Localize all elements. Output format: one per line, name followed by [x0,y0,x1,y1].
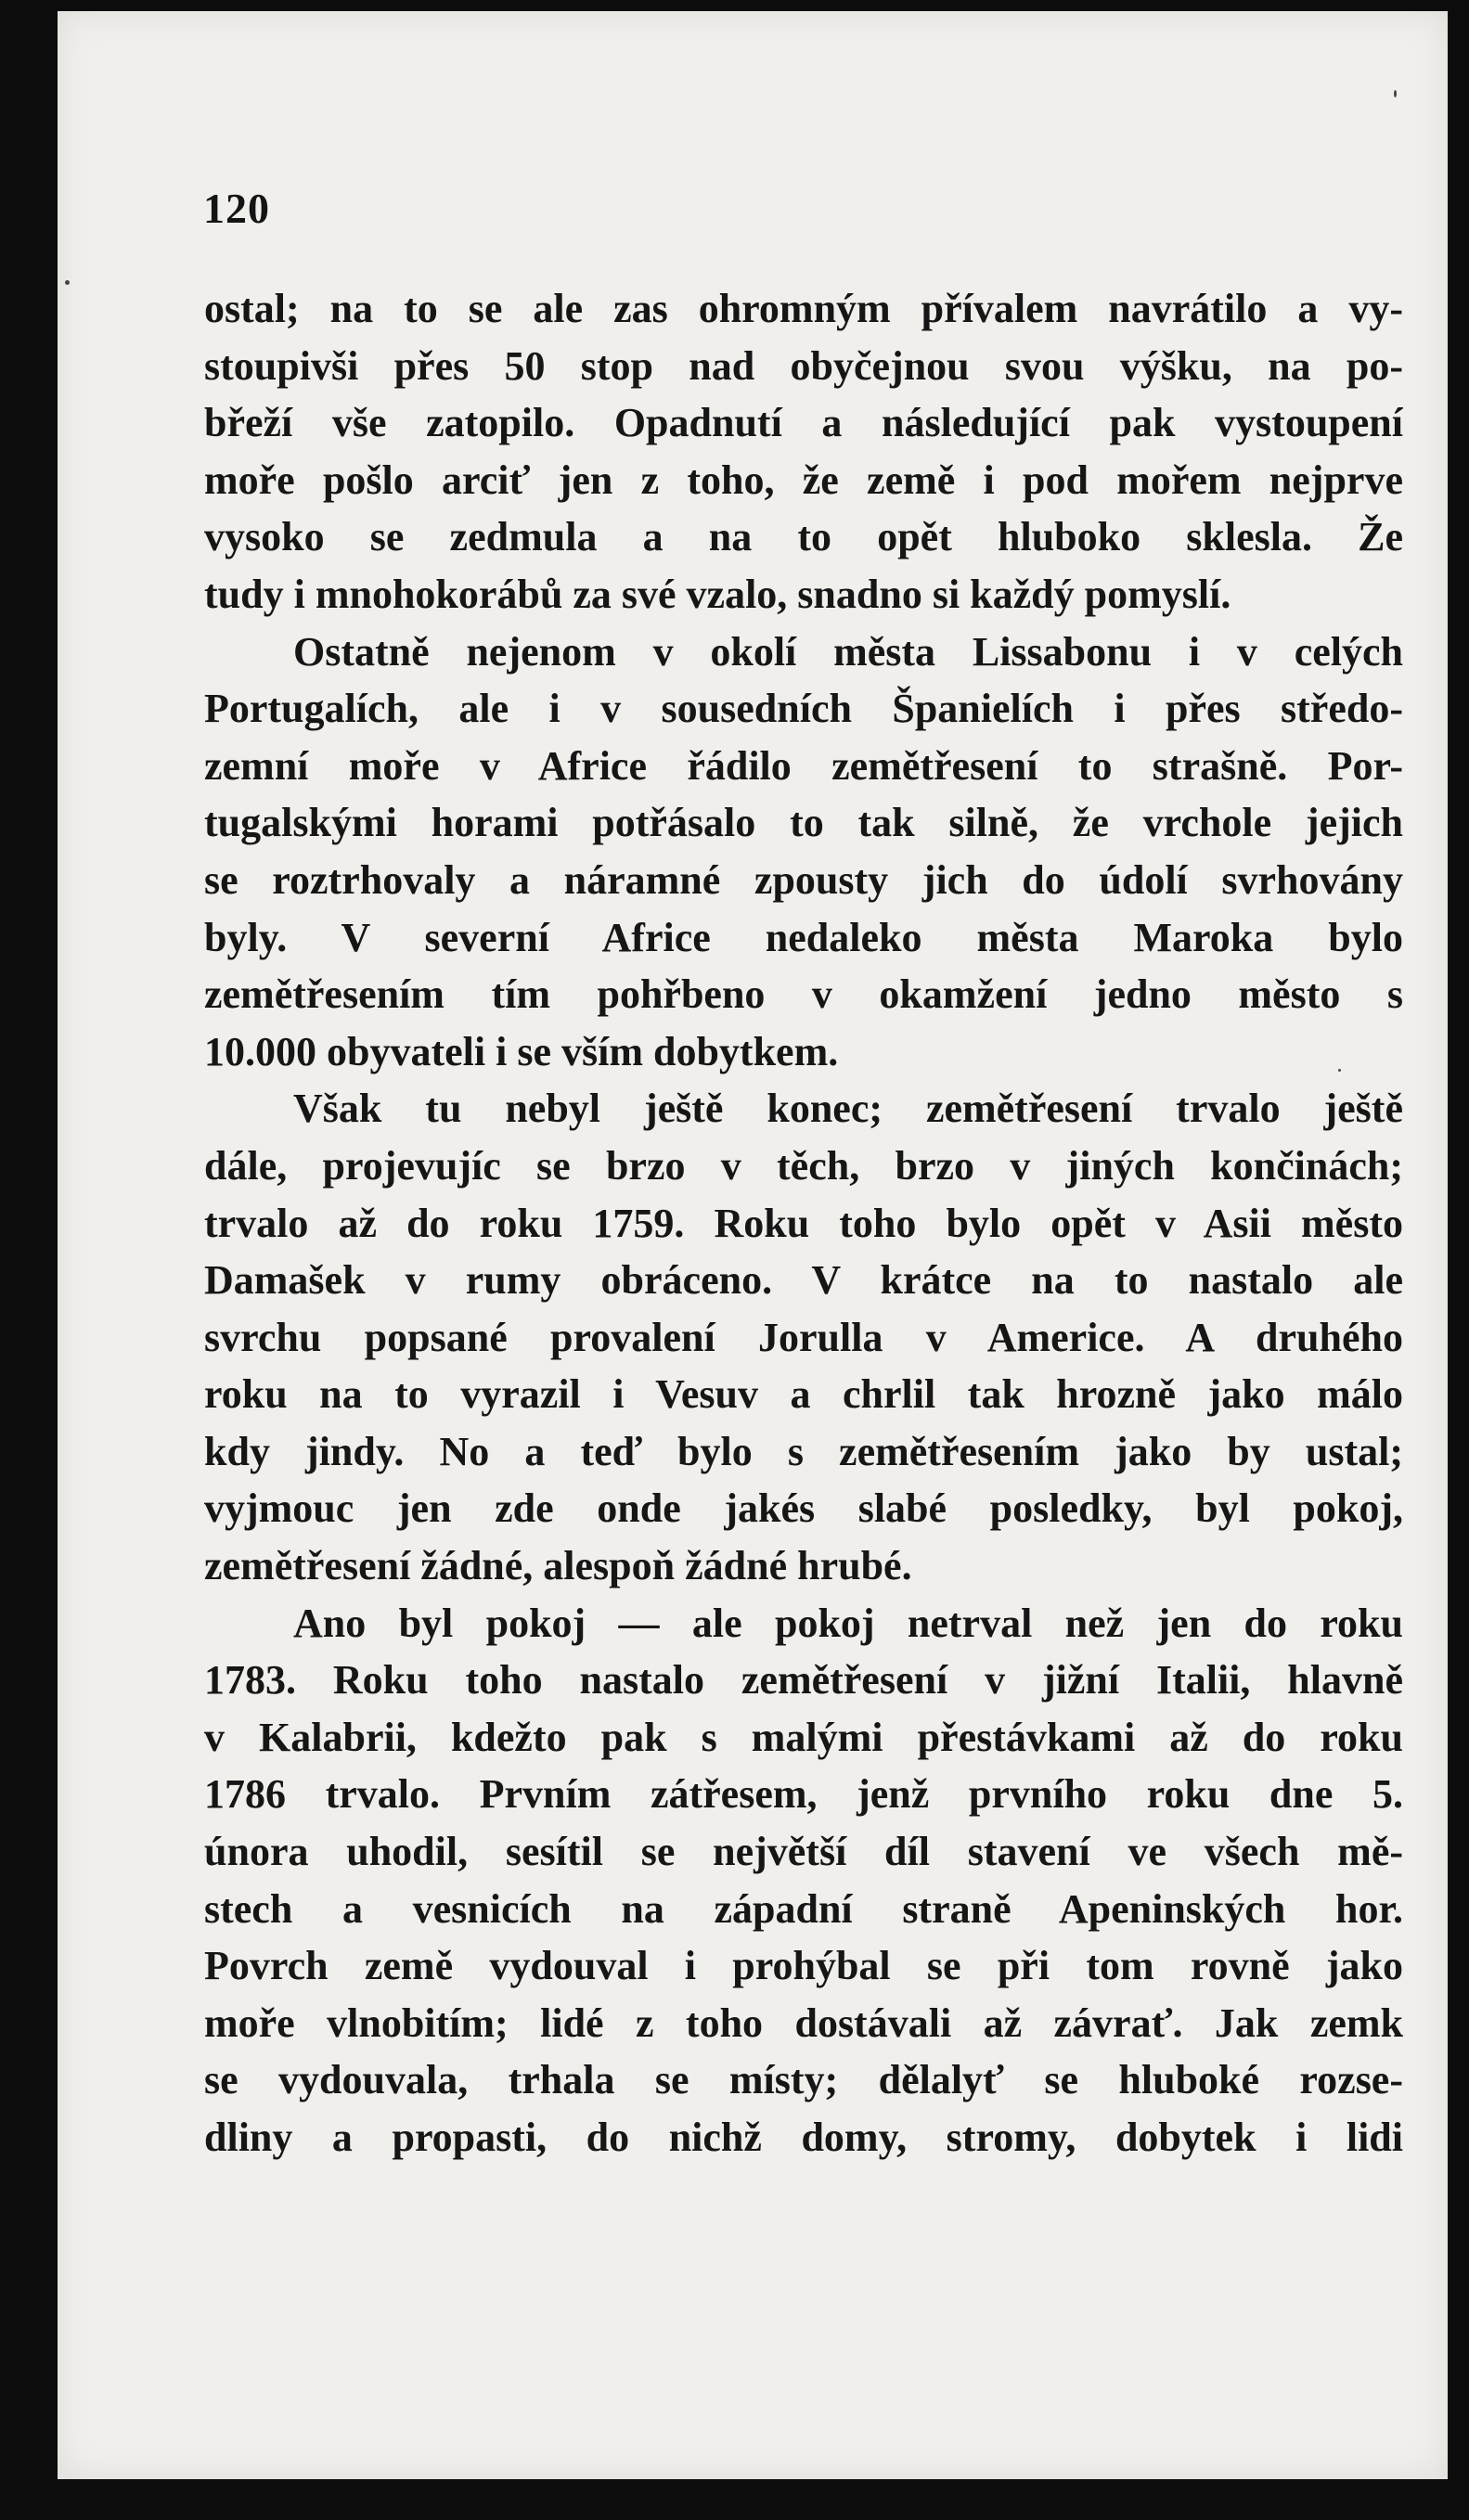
text-line: Ano byl pokoj — ale pokoj netrval než jen do roku [293,1600,1403,1646]
text-line: Ostatně nejenom v okolí města Lissabonu i v celých [293,628,1403,675]
paper-speck [1394,90,1397,97]
text-line: Však tu nebyl ještě konec; zemětřesení trvalo ještě [293,1086,1403,1132]
text-line: vysoko se zedmula a na to opět hluboko sklesla. Že [204,514,1403,560]
page-number: 120 [203,185,270,232]
text-line: 10.000 obyvateli i se vším dobytkem. [204,1028,839,1074]
text-line: moře vlnobitím; lidé z toho dostávali až závrať. Jak zemk [204,1999,1403,2046]
text-line: 1783. Roku toho nastalo zemětřesení v jižní Italii, hlavně [204,1657,1403,1704]
text-line: se vydouvala, trhala se místy; dělalyť se hluboké rozse- [204,2057,1403,2103]
text-line: 1786 trvalo. Prvním zátřesem, jenž prvního roku dne 5. [204,1771,1403,1818]
text-line: stoupivši přes 50 stop nad obyčejnou svou výšku, na po- [204,342,1403,389]
text-line: roku na to vyrazil i Vesuv a chrlil tak hrozně jako málo [204,1371,1403,1418]
book-page [58,11,1448,2479]
text-line: vyjmouc jen zde onde jakés slabé posledky, byl pokoj, [204,1485,1403,1532]
paper-speck [65,280,70,285]
text-line: zemní moře v Africe řádilo zemětřesení to strašně. Por- [204,742,1403,789]
text-line: Damašek v rumy obráceno. V krátce na to nastalo ale [204,1257,1403,1304]
text-line: moře pošlo arciť jen z toho, že země i pod mořem nejprve [204,456,1403,503]
text-line: tugalskými horami potřásalo to tak silně, že vrchole jejich [204,800,1403,846]
text-line: dále, projevujíc se brzo v těch, brzo v jiných končinách; [204,1142,1403,1189]
text-line: svrchu popsané provalení Jorulla v Americe. A druhého [204,1314,1403,1360]
text-line: tudy i mnohokorábů za své vzalo, snadno si každý pomyslí. [204,571,1231,617]
text-line: v Kalabrii, kdežto pak s malými přestávkami až do roku [204,1714,1403,1760]
text-line: břeží vše zatopilo. Opadnutí a následující pak vystoupení [204,400,1403,446]
text-line: zemětřesením tím pohřbeno v okamžení jedno město s [204,971,1403,1018]
text-line: byly. V severní Africe nedaleko města Maroka bylo [204,914,1403,960]
text-line: stech a vesnicích na západní straně Apeninských hor. [204,1885,1403,1932]
text-line: zemětřesení žádné, alespoň žádné hrubé. [204,1543,912,1589]
body-text [204,280,1403,2166]
text-line: se roztrhovaly a náramné zpousty jich do údolí svrhovány [204,856,1403,903]
text-line: Portugalích, ale i v sousedních Španielích i přes středo- [204,686,1403,732]
text-line: kdy jindy. No a teď bylo s zemětřesením jako by ustal; [204,1428,1403,1474]
text-line: trvalo až do roku 1759. Roku toho bylo opět v Asii město [204,1200,1403,1246]
text-line: dliny a propasti, do nichž domy, stromy, dobytek i lidi [204,2115,1403,2160]
text-line: února uhodil, sesítil se největší díl stavení ve všech mě- [204,1829,1403,1875]
text-line: ostal; na to se ale zas ohromným přívalem navrátilo a vy- [204,286,1403,331]
text-line: Povrch země vydouval i prohýbal se při tom rovně jako [204,1943,1403,1989]
